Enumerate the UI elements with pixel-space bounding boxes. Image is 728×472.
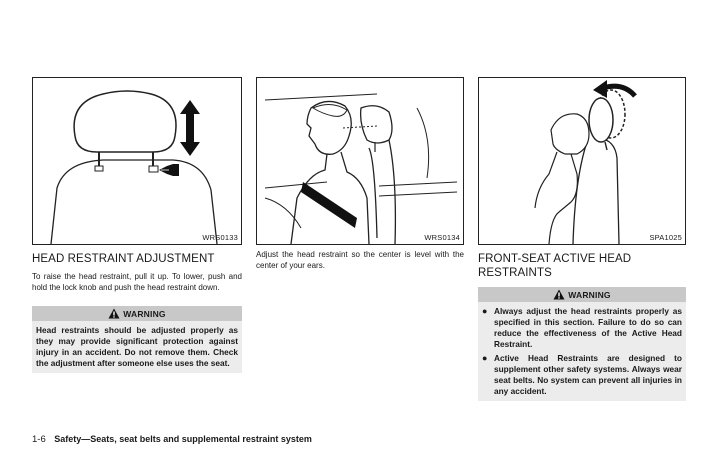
- active-head-restraint-illustration: [479, 78, 687, 246]
- section-title: Safety—Seats, seat belts and supplemental restraint system: [54, 434, 312, 444]
- warning-bullet: [482, 306, 682, 350]
- body-text: Adjust the head restraint so the center is level with the center of your ears.: [256, 250, 464, 270]
- figure-active-head-restraint: [478, 77, 686, 245]
- warning-box: [32, 306, 242, 373]
- warning-bullet-text: Active Head Restraints are designed to supplement other safety systems. Always wear seat belts. No system can prevent all injuries in any accident.: [494, 353, 682, 396]
- figure-code: WRS0133: [202, 233, 238, 242]
- warning-triangle-icon: [553, 289, 565, 300]
- page-footer: [32, 434, 312, 445]
- section-heading: FRONT-SEAT ACTIVE HEAD RESTRAINTS: [478, 253, 632, 279]
- warning-list: [478, 302, 686, 401]
- page-number: 1-6: [32, 434, 46, 445]
- warning-box: [478, 287, 686, 401]
- figure-code: SPA1025: [649, 233, 682, 242]
- warning-title: WARNING: [568, 289, 611, 300]
- warning-header: [478, 287, 686, 302]
- column-active-head-restraints: [478, 77, 686, 401]
- body-text: To raise the head restraint, pull it up. To lower, push and hold the lock knob and push the head restraint down.: [32, 272, 242, 292]
- figure-code: WRS0134: [424, 233, 460, 242]
- figure-head-restraint: [32, 77, 242, 245]
- warning-bullet-text: Always adjust the head restraints properly as specified in this section. Failure to do so can reduce the effectiveness of the Active Head Restraint.: [494, 306, 682, 349]
- figure-ear-level: [256, 77, 464, 245]
- warning-text: Head restraints should be adjusted properly as they may provide significant protection against injury in an accident. Do not remove them. Check the adjustment after someone else uses the seat.: [32, 321, 242, 373]
- bullet-dot-icon: ●: [482, 306, 488, 316]
- head-restraint-illustration: [33, 78, 243, 246]
- bullet-dot-icon: ●: [482, 353, 488, 363]
- column-head-restraint-adjustment: [32, 77, 242, 373]
- warning-header: [32, 306, 242, 321]
- column-ear-level: [256, 77, 464, 271]
- warning-triangle-icon: [108, 308, 120, 319]
- driver-head-level-illustration: [257, 78, 465, 246]
- warning-title: WARNING: [123, 308, 166, 319]
- section-heading: HEAD RESTRAINT ADJUSTMENT: [32, 253, 215, 265]
- warning-bullet: [482, 353, 682, 397]
